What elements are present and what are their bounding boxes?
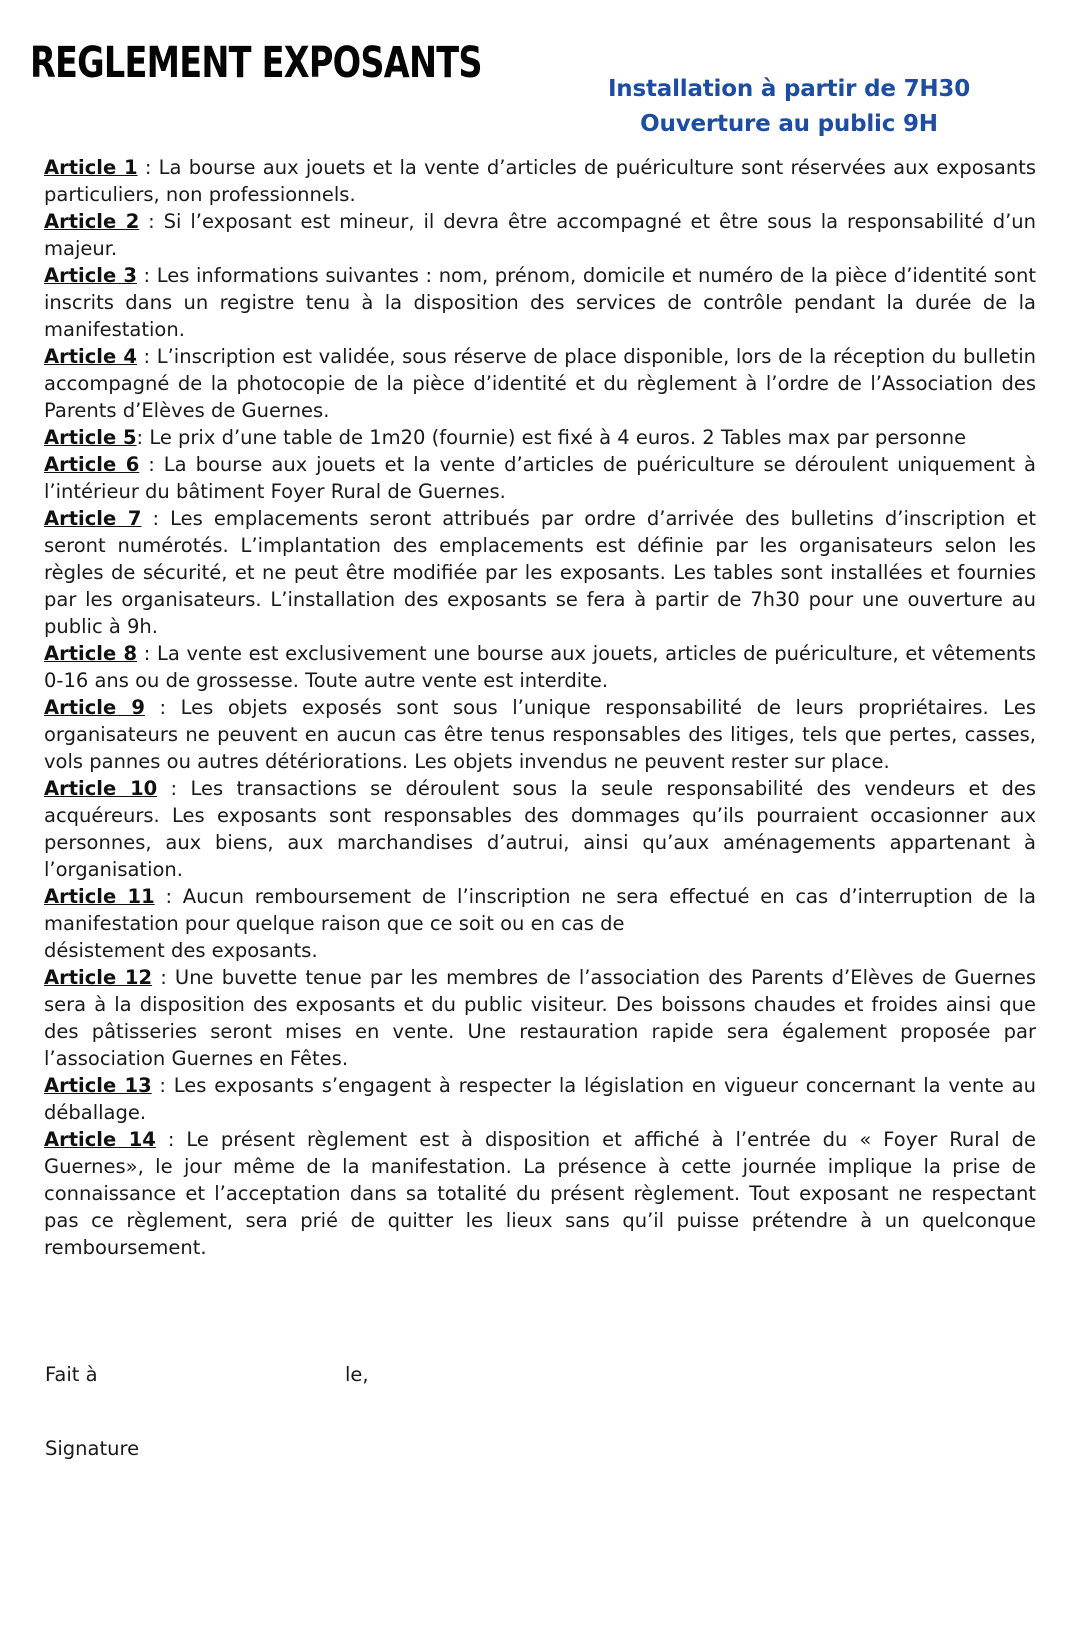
article-6 [44,451,1036,505]
article-6-label: Article 6 [44,453,140,476]
article-11-label: Article 11 [44,885,155,908]
article-8-text: : La vente est exclusivement une bourse aux jouets, articles de puériculture, et vêtements 0-16 ans ou de grossesse. Toute autre vente est interdite. [44,642,1036,692]
article-13-text: : Les exposants s’engagent à respecter la législation en vigueur concernant la vente au déballage. [44,1074,1036,1124]
article-13 [44,1072,1036,1126]
article-1-label: Article 1 [44,156,138,179]
signature-label: Signature [45,1437,140,1460]
fait-a-label: Fait à [45,1363,98,1386]
article-7-text: : Les emplacements seront attribués par ordre d’arrivée des bulletins d’inscription et seront numérotés. L’implantation des emplacements est définie par les organisateurs selon les règles de sécurité, et ne peut être modifiée par les exposants. Les tables sont installées et fournies par les organisateurs. L’installation des exposants se fera à partir de 7h30 pour une ouverture au public à 9h. [44,507,1036,638]
article-9 [44,694,1036,775]
installation-time-line: Installation à partir de 7H30 [607,76,971,102]
article-12 [44,964,1036,1072]
article-7 [44,505,1036,640]
article-2 [44,208,1036,262]
article-5 [44,424,1036,451]
article-8-label: Article 8 [44,642,138,665]
article-11 [44,883,1036,964]
article-14-text: : Le présent règlement est à disposition et affiché à l’entrée du « Foyer Rural de Guernes», le jour même de la manifestation. La présence à cette journée implique la prise de connaissance et l’acceptation dans sa totalité du présent règlement. Tout exposant ne respectant pas ce règlement, sera prié de quitter les lieux sans qu’il puisse prétendre à un quelconque remboursement. [44,1128,1036,1259]
page-title: REGLEMENT EXPOSANTS [30,38,482,88]
article-3-label: Article 3 [44,264,137,287]
le-label: le, [345,1363,369,1386]
article-1-text: : La bourse aux jouets et la vente d’articles de puériculture sont réservées aux exposants particuliers, non professionnels. [44,156,1036,206]
article-4 [44,343,1036,424]
article-7-label: Article 7 [44,507,142,530]
article-6-text: : La bourse aux jouets et la vente d’articles de puériculture se déroulent uniquement à l’intérieur du bâtiment Foyer Rural de Guernes. [44,453,1036,503]
article-11-text-line2: désistement des exposants. [44,939,318,962]
article-3 [44,262,1036,343]
article-12-label: Article 12 [44,966,153,989]
article-13-label: Article 13 [44,1074,152,1097]
article-5-label: Article 5 [44,426,137,449]
article-4-label: Article 4 [44,345,137,368]
article-14 [44,1126,1036,1261]
article-1 [44,154,1036,208]
article-10-label: Article 10 [44,777,158,800]
article-5-text: : Le prix d’une table de 1m20 (fournie) est fixé à 4 euros. 2 Tables max par personne [136,426,967,449]
article-14-label: Article 14 [44,1128,156,1151]
articles-section [44,154,1036,1261]
article-11-text: : Aucun remboursement de l’inscription ne sera effectué en cas d’interruption de la manifestation pour quelque raison que ce soit ou en cas de [44,885,1037,935]
article-8 [44,640,1036,694]
opening-time-line: Ouverture au public 9H [640,111,938,137]
article-3-text: : Les informations suivantes : nom, prénom, domicile et numéro de la pièce d’identité sont inscrits dans un registre tenu à la disposition des services de contrôle pendant la durée de la manifestation. [44,264,1036,341]
article-9-text: : Les objets exposés sont sous l’unique responsabilité de leurs propriétaires. Les organisateurs ne peuvent en aucun cas être tenus responsables des litiges, tels que pertes, casses, vols pannes ou autres détériorations. Les objets invendus ne peuvent rester sur place. [44,696,1036,773]
article-4-text: : L’inscription est validée, sous réserve de place disponible, lors de la réception du bulletin accompagné de la photocopie de la pièce d’identité et du règlement à l’ordre de l’Association des Parents d’Elèves de Guernes. [44,345,1036,422]
article-10 [44,775,1036,883]
article-2-text: : Si l’exposant est mineur, il devra être accompagné et être sous la responsabilité d’un majeur. [44,210,1036,260]
article-10-text: : Les transactions se déroulent sous la seule responsabilité des vendeurs et des acquéreurs. Les exposants sont responsables des dommages qu’ils pourraient occasionner aux personnes, aux biens, aux marchandises d’autrui, ainsi qu’aux aménagements appartenant à l’organisation. [44,777,1036,881]
article-2-label: Article 2 [44,210,140,233]
article-12-text: : Une buvette tenue par les membres de l’association des Parents d’Elèves de Guernes sera à la disposition des exposants et du public visiteur. Des boissons chaudes et froides ainsi que des pâtisseries seront mises en vente. Une restauration rapide sera également proposée par l’association Guernes en Fêtes. [44,966,1037,1070]
article-9-label: Article 9 [44,696,145,719]
header-schedule [594,72,984,142]
